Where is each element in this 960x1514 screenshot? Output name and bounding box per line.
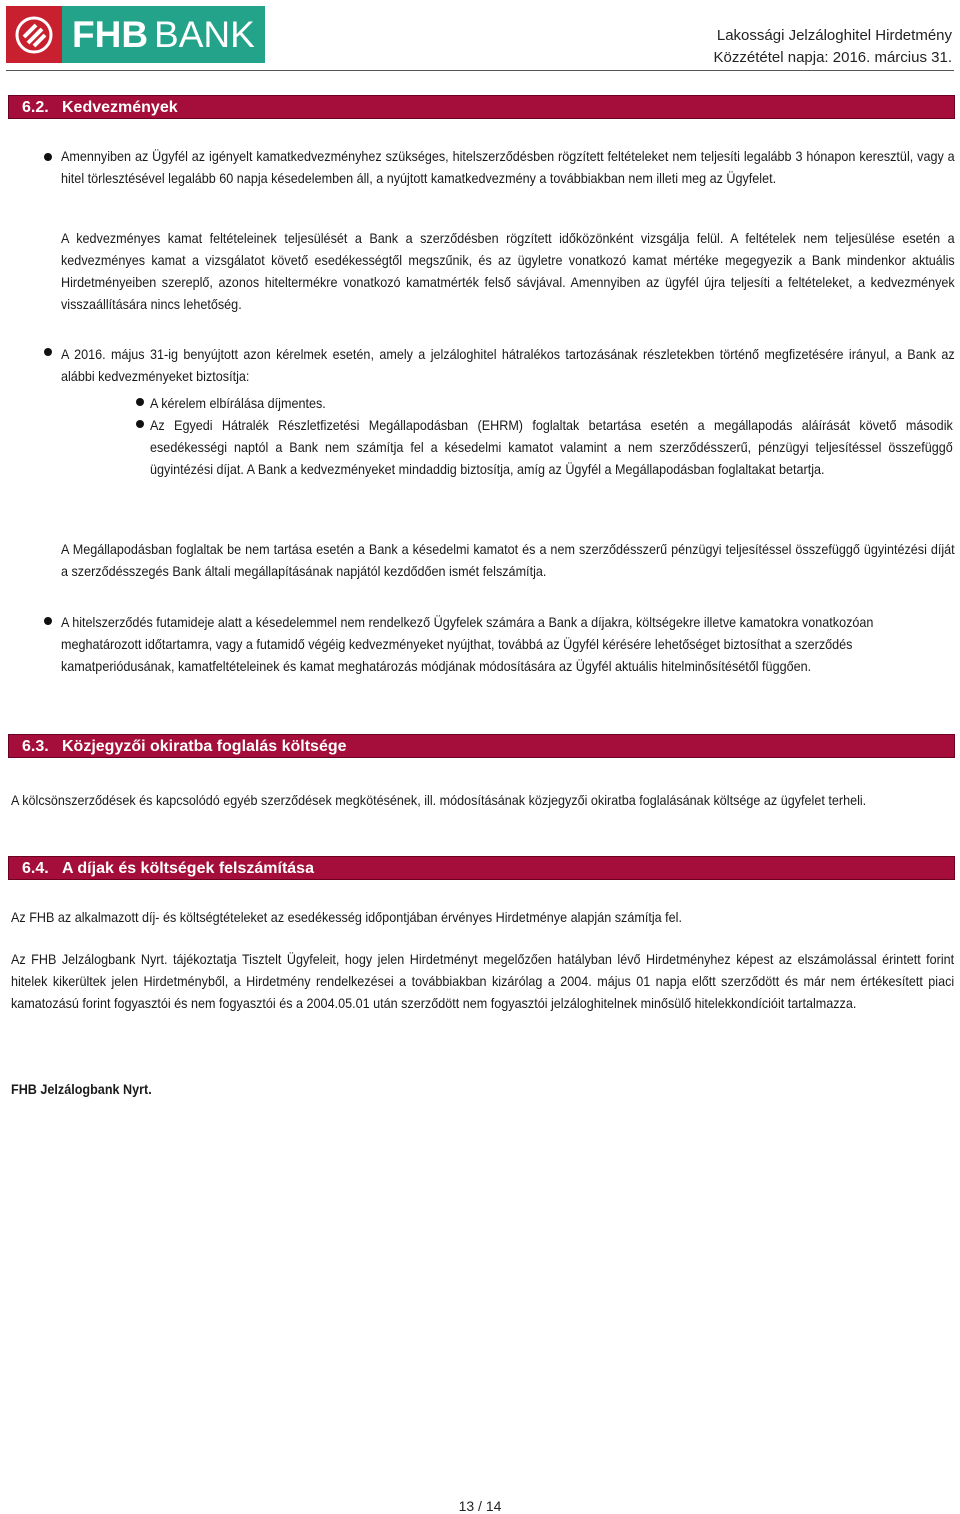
section-bar-6-4 (8, 856, 955, 880)
logo-text-bold: FHB (72, 13, 149, 55)
bullet-icon (44, 348, 52, 356)
signature: FHB Jelzálogbank Nyrt. (11, 1081, 152, 1097)
paragraph-6-2-b1: Amennyiben az Ügyfél az igényelt kamatkedvezményhez szükséges, hitelszerződésben rögzített feltételeket nem teljesíti legalább 3 hónapon keresztül, vagy a hitel törlesztésével legalább 60 napja késedelemben áll, a nyújtott kamatkedvezmény a továbbiakban nem illeti meg az Ügyfelet. (61, 148, 955, 186)
section-title: A díjak és költségek felszámítása (62, 860, 314, 877)
bullet-icon (136, 420, 144, 428)
paragraph-6-2-p2: A Megállapodásban foglaltak be nem tartása esetén a Bank a késedelmi kamatot és a nem szerződésszerű pénzügyi teljesítéssel összefüggő ügyintézési díját a szerződésszegés Bank általi megállapításának napjától kezdődően ismét felszámítja. (61, 541, 955, 579)
paragraph-6-4-p2: Az FHB Jelzálogbank Nyrt. tájékoztatja Tisztelt Ügyfeleit, hogy jelen Hirdetményt megelőzően hatályban lévő Hirdetményhez képest az elszámolással érintett forint hitelek kikerültek jelen Hirdetményből, a Hirdetmény rendelkezései a továbbiakban kizárólag a 2004. május 01 napja előtt szerződött és már nem értékesített piaci kamatozású forint fogyasztói és nem fogyasztói és a 2004.05.01 után szerződött nem fogyasztói jelzáloghitelnek minősülő hitelekkondícióit tartalmazza. (11, 951, 955, 1011)
section-title: Kedvezmények (62, 99, 178, 116)
page-number: 13 / 14 (458, 1498, 502, 1514)
section-title: Közjegyzői okiratba foglalás költsége (62, 738, 347, 755)
bullet-icon (44, 153, 52, 161)
paragraph-6-2-p1: A kedvezményes kamat feltételeinek teljesülését a Bank a szerződésben rögzített időközönként vizsgálja felül. A feltételek nem teljesülése esetén a kedvezményes kamat a vizsgálatot követő esedékességtől megszűnik, és az ügyletre vonatkozó kamat mértéke megegyezik a Bank mindenkor aktuális Hirdetményeiben szereplő, azonos hiteltermékre vonatkozó kamatmérték felső sávjával. Amennyiben az ügyfél újra teljesíti a feltételeket, a kedvezmények visszaállítására nincs lehetőség. (61, 230, 955, 312)
logo-text-thin: BANK (154, 13, 255, 55)
paragraph-6-3-p1: A kölcsönszerződések és kapcsolódó egyéb szerződések megkötésének, ill. módosításának közjegyzői okiratba foglalásának költsége az ügyfelet terheli. (11, 792, 867, 808)
section-number: 6.3. (22, 738, 49, 755)
document-title: Lakossági Jelzáloghitel Hirdetmény (716, 27, 952, 44)
section-bar-6-3 (8, 734, 955, 758)
logo-stripes-icon (6, 6, 62, 63)
fhb-bank-logo (6, 6, 265, 63)
section-number: 6.2. (22, 99, 49, 116)
publication-date: Közzététel napja: 2016. március 31. (713, 49, 952, 66)
paragraph-6-2-b2: A 2016. május 31-ig benyújtott azon kérelmek esetén, amely a jelzáloghitel hátralékos tartozásának részletekben történő megfizetésére irányul, a Bank az alábbi kedvezményeket biztosítja: (61, 346, 955, 384)
paragraph-6-2-sb2: Az Egyedi Hátralék Részletfizetési Megállapodásban (EHRM) foglaltak betartása esetén a megállapodás aláírását követő második esedékességi naptól a Bank nem számítja fel a késedelmi kamatot valamint a nem szerződésszerű, pénzügyi teljesítéssel összefüggő ügyintézési díjat. A Bank a kedvezményeket mindaddig biztosítja, amíg az Ügyfél a Megállapodásban foglaltakat betartja. (150, 417, 953, 477)
header-info (714, 25, 952, 69)
paragraph-6-2-sb1: A kérelem elbírálása díjmentes. (150, 395, 326, 411)
bullet-icon (136, 398, 144, 406)
bullet-icon (44, 617, 52, 625)
logo-text (62, 6, 265, 63)
header-divider (6, 70, 954, 71)
paragraph-6-4-p1: Az FHB az alkalmazott díj- és költségtételeket az esedékesség időpontjában érvényes Hirdetménye alapján számítja fel. (11, 909, 682, 925)
paragraph-6-2-b3: A hitelszerződés futamideje alatt a késedelemmel nem rendelkező Ügyfelek számára a Bank a díjakra, költségekre illetve kamatokra vonatkozóan meghatározott időtartamra, vagy a futamidő végéig kedvezményeket nyújthat, továbbá az Ügyfél kérésére lehetőséget biztosíthat a szerződés kamatperiódusának, kamatfeltételeinek és kamat meghatározás módjának módosítására az Ügyfél aktuális hitelminősítésétől függően. (61, 614, 874, 674)
section-number: 6.4. (22, 860, 49, 877)
section-bar-6-2 (8, 95, 955, 119)
